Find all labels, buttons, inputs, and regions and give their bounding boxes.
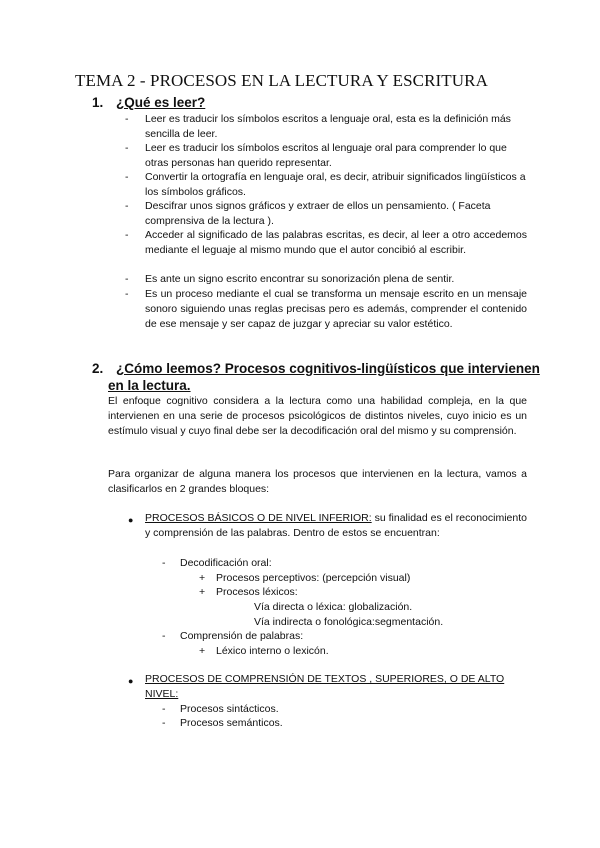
paragraph: Para organizar de alguna manera los procesos que intervienen en la lectura, vamos a clasificarlos en 2 grandes bloques: <box>108 468 527 495</box>
procesos-sintacticos: Procesos sintácticos. <box>180 703 279 715</box>
section-2-heading <box>92 361 540 376</box>
list-item: - Descifrar unos signos gráficos y extraer de ellos un pensamiento. ( Faceta comprensiva de la lectura ). <box>125 200 491 227</box>
lexico-interno: Léxico interno o lexicón. <box>216 645 329 657</box>
list-item: + <box>199 572 206 584</box>
block-higher-processes-line2: NIVEL: <box>145 688 179 700</box>
section-2-title-line1: ¿Cómo leemos? Procesos cognitivos-lingüísticos que intervienen <box>116 361 540 376</box>
paragraph: El enfoque cognitivo considera a la lectura como una habilidad compleja, en la que intervienen en una serie de procesos psicológicos de distintos niveles, cuyo inicio es un estímulo visual y cuyo final debe ser la decodificación oral del mismo y su comprensión. <box>108 395 527 437</box>
list-item: - Es ante un signo escrito encontrar su sonorización plena de sentir. <box>125 273 455 285</box>
procesos-lexicos: Procesos léxicos: <box>216 586 298 598</box>
section-2-title-line2: en la lectura. <box>108 378 191 393</box>
list-item: - Acceder al significado de las palabras escritas, es decir, al leer a otro accedemos mediante el leguaje al mismo mundo que el autor concibió al escribir. <box>125 229 527 256</box>
block-higher-processes-line1: PROCESOS DE COMPRENSIÓN DE TEXTOS , SUPERIORES, O DE ALTO <box>145 673 505 685</box>
decodificacion-oral: Decodificación oral: <box>180 557 272 569</box>
list-item: - Leer es traducir los símbolos escritos a lenguaje oral, esta es la definición más sencilla de leer. <box>125 113 511 140</box>
bullet-icon: ● <box>128 515 134 525</box>
block-basic-processes: PROCESOS BÁSICOS O DE NIVEL INFERIOR: su finalidad es el reconocimiento y comprensión de las palabras. Dentro de estos se encuentran: <box>145 512 527 539</box>
list-item: + <box>199 645 206 657</box>
procesos-semanticos: Procesos semánticos. <box>180 717 283 729</box>
section-1-number: 1. <box>92 95 104 110</box>
bullet-icon: ● <box>128 676 134 686</box>
list-item: - Convertir la ortografía en lenguaje oral, es decir, atribuir significados lingüísticos a los símbolos gráficos. <box>125 171 526 198</box>
procesos-perceptivos: Procesos perceptivos: (percepción visual) <box>216 572 411 584</box>
section-1-title: ¿Qué es leer? <box>116 95 206 110</box>
list-item: - <box>162 703 166 715</box>
list-item: - Leer es traducir los símbolos escritos al lenguaje oral para comprender lo que otras personas han querido representar. <box>125 142 507 169</box>
section-2-number: 2. <box>92 361 104 376</box>
comprension-palabras: Comprensión de palabras: <box>180 630 304 642</box>
list-item: - <box>162 557 166 569</box>
list-item: - <box>162 717 166 729</box>
list-item: - Es un proceso mediante el cual se transforma un mensaje escrito en un mensaje sonoro siguiendo unas reglas precisas pero es además, comprender el contenido de ese mensaje y ser capaz de juzgar y apreciar su valor estético. <box>125 288 527 330</box>
via-indirecta: Vía indirecta o fonológica:segmentación. <box>254 616 444 628</box>
list-item: - <box>162 630 166 642</box>
via-directa: Vía directa o léxica: globalización. <box>254 601 413 613</box>
document-title: TEMA 2 - PROCESOS EN LA LECTURA Y ESCRITURA <box>75 71 488 90</box>
section-1-heading <box>92 95 205 110</box>
list-item: + <box>199 586 206 598</box>
